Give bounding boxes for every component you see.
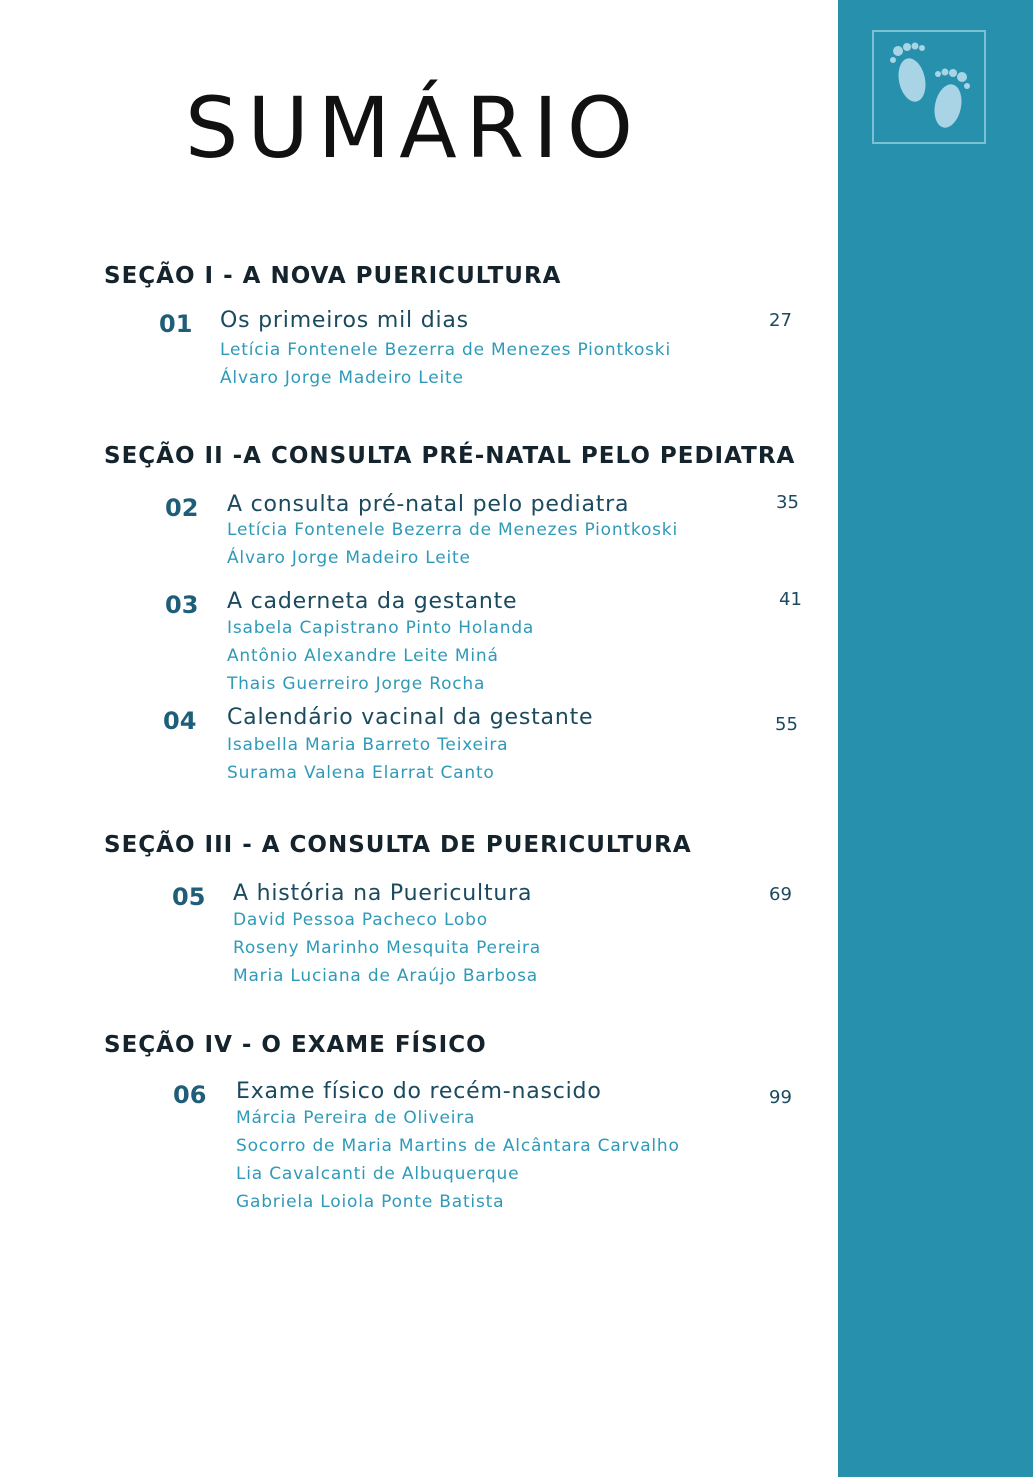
section-heading: SEÇÃO II -A CONSULTA PRÉ-NATAL PELO PEDIATRA: [104, 443, 796, 469]
chapter-author: Surama Valena Elarrat Canto: [227, 763, 495, 783]
chapter-title: Calendário vacinal da gestante: [227, 705, 594, 730]
chapter-author: Isabella Maria Barreto Teixeira: [227, 735, 509, 755]
chapter-author: Antônio Alexandre Leite Miná: [227, 646, 499, 666]
sidebar-band: [838, 0, 1033, 1477]
page-number: 99: [769, 1087, 792, 1108]
page-number: 35: [776, 492, 799, 513]
chapter-number: 02: [165, 494, 199, 522]
page-number: 41: [779, 589, 802, 610]
chapter-number: 06: [173, 1081, 207, 1109]
page-title: SUMÁRIO: [185, 79, 642, 177]
chapter-author: Gabriela Loiola Ponte Batista: [236, 1192, 505, 1212]
chapter-number: 04: [163, 707, 197, 735]
section-heading: SEÇÃO IV - O EXAME FÍSICO: [104, 1032, 487, 1058]
chapter-author: Álvaro Jorge Madeiro Leite: [227, 548, 471, 568]
chapter-author: Roseny Marinho Mesquita Pereira: [233, 938, 542, 958]
chapter-title: A caderneta da gestante: [227, 589, 518, 614]
chapter-author: Álvaro Jorge Madeiro Leite: [220, 368, 464, 388]
chapter-author: Lia Cavalcanti de Albuquerque: [236, 1164, 520, 1184]
chapter-author: Letícia Fontenele Bezerra de Menezes Piontkoski: [227, 520, 678, 540]
logo-frame: [872, 30, 986, 144]
page-number: 27: [769, 310, 792, 331]
chapter-author: David Pessoa Pacheco Lobo: [233, 910, 488, 930]
chapter-author: Márcia Pereira de Oliveira: [236, 1108, 476, 1128]
chapter-title: Os primeiros mil dias: [220, 308, 469, 333]
chapter-number: 01: [159, 310, 193, 338]
chapter-author: Isabela Capistrano Pinto Holanda: [227, 618, 535, 638]
page-number: 69: [769, 884, 792, 905]
chapter-title: A história na Puericultura: [233, 881, 533, 906]
chapter-title: A consulta pré-natal pelo pediatra: [227, 492, 630, 517]
chapter-number: 05: [172, 883, 206, 911]
chapter-title: Exame físico do recém-nascido: [236, 1079, 602, 1104]
chapter-author: Maria Luciana de Araújo Barbosa: [233, 966, 538, 986]
section-heading: SEÇÃO III - A CONSULTA DE PUERICULTURA: [104, 832, 692, 858]
chapter-author: Socorro de Maria Martins de Alcântara Carvalho: [236, 1136, 680, 1156]
chapter-author: Thais Guerreiro Jorge Rocha: [227, 674, 486, 694]
chapter-number: 03: [165, 591, 199, 619]
section-heading: SEÇÃO I - A NOVA PUERICULTURA: [104, 263, 562, 289]
chapter-author: Letícia Fontenele Bezerra de Menezes Piontkoski: [220, 340, 671, 360]
page-number: 55: [775, 714, 798, 735]
baby-feet-icon: [874, 32, 984, 142]
